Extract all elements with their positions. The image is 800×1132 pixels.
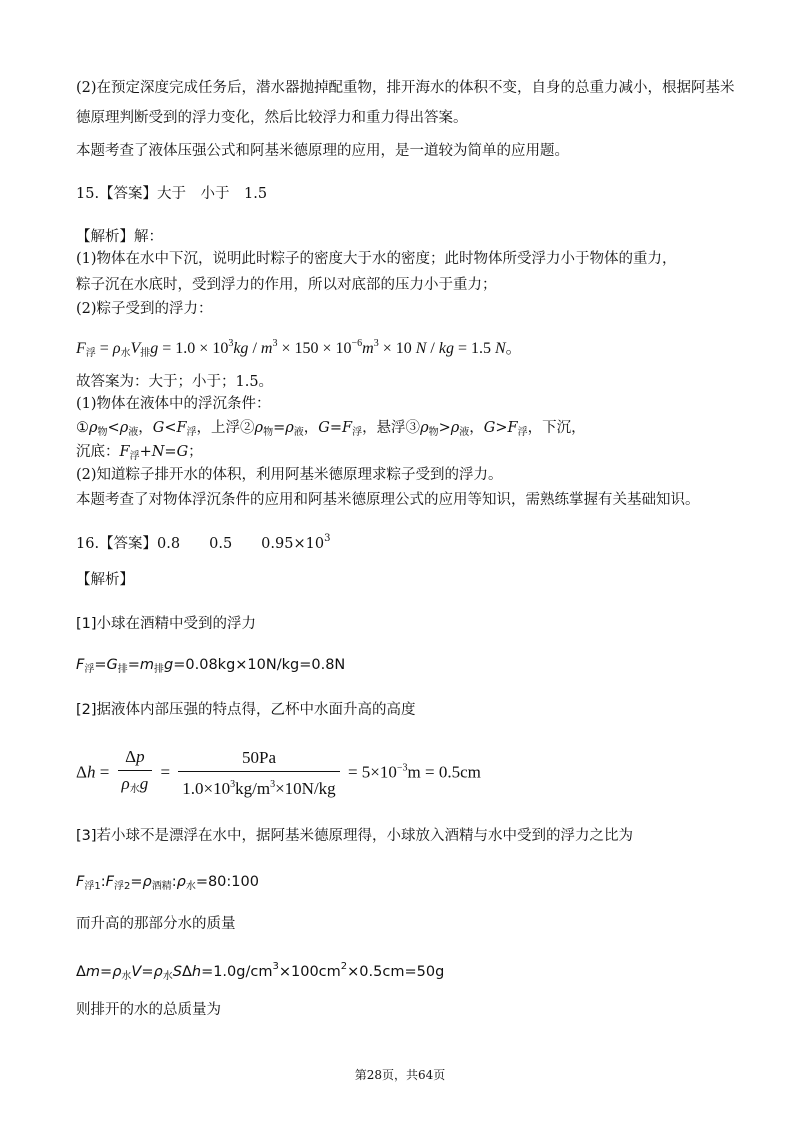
paragraph-line: (1)物体在水中下沉，说明此时粽子的密度大于水的密度；此时物体所受浮力小于物体的重力，: [76, 251, 677, 267]
paragraph-line: 德原理判断受到的浮力变化，然后比较浮力和重力得出答案。: [76, 110, 468, 126]
q16-ratio-formula: $F_{浮1}:F_{浮2}=\rho_{酒精}:\rho_水=80:100$: [76, 874, 259, 892]
paragraph-line: (1)物体在液体中的浮沉条件：: [76, 396, 271, 412]
paragraph-line: 而升高的那部分水的质量: [76, 916, 236, 932]
paragraph-line: 故答案为：大于；小于；1.5。: [76, 374, 274, 390]
q15-answer: 15.【答案】大于 小于 1.5: [76, 186, 268, 202]
q15-buoyancy-formula: $F_浮 = \rho_水V_排g = 1.0 \times 10^3kg / m^3 \times 150 \times 10^{-6}m^3 \times 10$ N / kg = 1.5 N。: [76, 338, 522, 359]
paragraph-line: 本题考查了液体压强公式和阿基米德原理的应用，是一道较为简单的应用题。: [76, 143, 569, 159]
page-footer: 第28页，共64页: [354, 1068, 446, 1082]
paragraph-line: (2)知道粽子排开水的体积，利用阿基米德原理求粽子受到的浮力。: [76, 467, 503, 483]
paragraph-line: (2)粽子受到的浮力：: [76, 301, 213, 317]
paragraph-line: [2]据液体内部压强的特点得，乙杯中水面升高的高度: [76, 702, 416, 718]
paragraph-line: 本题考查了对物体浮沉条件的应用和阿基米德原理公式的应用等知识，需熟练掌握有关基础知识。: [76, 492, 700, 508]
q16-analysis-label: 【解析】: [76, 572, 134, 588]
q16-height-formula: Δh = $\frac{\Delta p}{\rho_水g}$ = $\frac{50Pa}{1.0\times 10^3kg/m^3\times 10N/kg}$ = $5\times 10^{-3}m = 0.5cm$: [76, 747, 481, 798]
sink-condition-line: 沉底：$F_浮+N=G$；: [76, 444, 203, 462]
q15-analysis-label: 【解析】解：: [76, 229, 163, 245]
q16-mass-formula: $\Delta m=\rho_水V=\rho_水S\Delta h=1.0g/cm^3\times 100cm^2\times 0.5cm=50g$: [76, 961, 445, 982]
paragraph-line: [3]若小球不是漂浮在水中，据阿基米德原理得，小球放入酒精与水中受到的浮力之比为: [76, 828, 634, 844]
paragraph-line: (2)在预定深度完成任务后，潜水器抛掉配重物，排开海水的体积不变，自身的总重力减小，根据阿基米: [76, 80, 735, 96]
sink-float-conditions: $①\rho_物<\rho_液$，$G<F_浮$，上浮$②\rho_物=\rho_液$，$G=F_浮$，悬浮$③\rho_物>\rho_液$，$G>F_浮$，下沉，: [76, 420, 586, 438]
paragraph-line: [1]小球在酒精中受到的浮力: [76, 616, 257, 632]
paragraph-line: 则排开的水的总质量为: [76, 1002, 221, 1018]
paragraph-line: 粽子沉在水底时，受到浮力的作用，所以对底部的压力小于重力；: [76, 277, 497, 293]
q16-buoyancy-formula: $F_浮=G_排=m_排g=0.08kg\times 10N/kg=0.8N$: [76, 657, 346, 675]
q16-answer: 16.【答案】0.8 0.5 $0.95\times 10^3$: [76, 533, 331, 552]
